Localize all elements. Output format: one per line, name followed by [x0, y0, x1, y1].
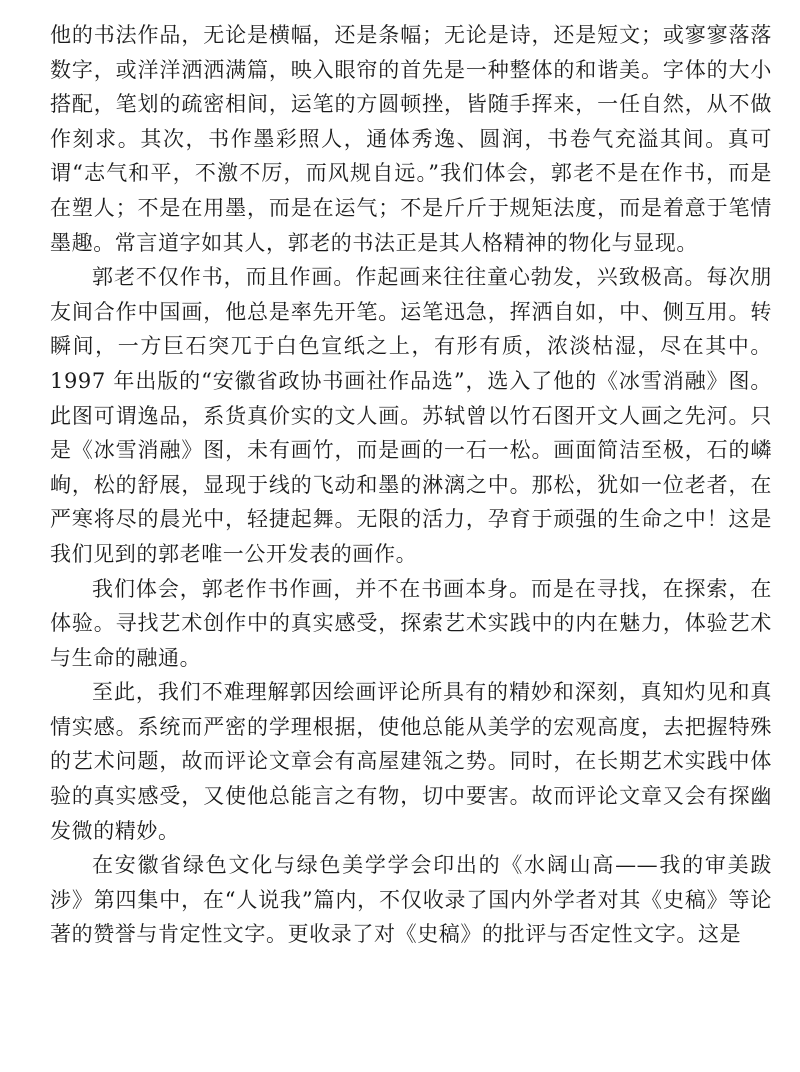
- paragraph-4: 至此，我们不难理解郭因绘画评论所具有的精妙和深刻，真知灼见和真情实感。系统而严密的学理根据，使他总能从美学的宏观高度，去把握特殊的艺术问题，故而评论文章会有高屋建瓴之势。同时，在长期艺术实践中体验的真实感受，又使他总能言之有物，切中要害。故而评论文章又会有探幽发微的精妙。: [50, 680, 772, 843]
- document-page: [50, 18, 772, 952]
- paragraph-2: 郭老不仅作书，而且作画。作起画来往往童心勃发，兴致极高。每次朋友间合作中国画，他总是率先开笔。运笔迅急，挥洒自如，中、侧互用。转瞬间，一方巨石突兀于白色宣纸之上，有形有质，浓淡枯湿，尽在其中。1997 年出版的“安徽省政协书画社作品选”，选入了他的《冰雪消融》图。此图可谓逸品，系货真价实的文人画。苏轼曾以竹石图开文人画之先河。只是《冰雪消融》图，未有画竹，而是画的一石一松。画面简洁至极，石的嶙峋，松的舒展，显现于线的飞动和墨的淋漓之中。那松，犹如一位老者，在严寒将尽的晨光中，轻捷起舞。无限的活力，孕育于顽强的生命之中！这是我们见到的郭老唯一公开发表的画作。: [50, 265, 772, 566]
- paragraph-3: 我们体会，郭老作书作画，并不在书画本身。而是在寻找，在探索，在体验。寻找艺术创作中的真实感受，探索艺术实践中的内在魅力，体验艺术与生命的融通。: [50, 576, 772, 670]
- paragraph-1: 他的书法作品，无论是横幅，还是条幅；无论是诗，还是短文；或寥寥落落数字，或洋洋洒洒满篇，映入眼帘的首先是一种整体的和谐美。字体的大小搭配，笔划的疏密相间，运笔的方圆顿挫，皆随手挥来，一任自然，从不做作刻求。其次，书作墨彩照人，通体秀逸、圆润，书卷气充溢其间。真可谓“志气和平，不激不厉，而风规自远。”我们体会，郭老不是在作书，而是在塑人；不是在用墨，而是在运气；不是斤斤于规矩法度，而是着意于笔情墨趣。常言道字如其人，郭老的书法正是其人格精神的物化与显现。: [50, 23, 772, 255]
- paragraph-5: 在安徽省绿色文化与绿色美学学会印出的《水阔山高——我的审美跋涉》第四集中，在“人说我”篇内，不仅收录了国内外学者对其《史稿》等论著的赞誉与肯定性文字。更收录了对《史稿》的批评与否定性文字。这是: [50, 853, 772, 947]
